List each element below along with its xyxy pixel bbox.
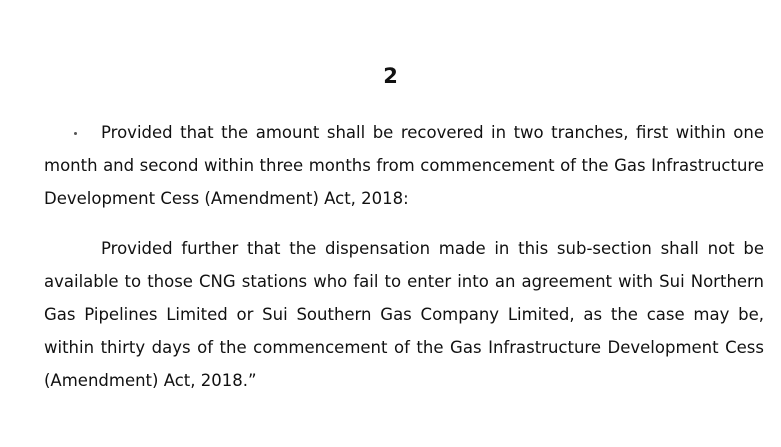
proviso-paragraph-1 xyxy=(44,116,764,215)
proviso-paragraph-1-text: Provided that the amount shall be recovered in two tranches, first within one month and second within three months from commencement of the Gas Infrastructure Development Cess (Amendment) Act, 2018: xyxy=(44,123,764,208)
proviso-paragraph-2 xyxy=(44,232,764,397)
proviso-paragraph-2-text: Provided further that the dispensation made in this sub-section shall not be available to those CNG stations who fail to enter into an agreement with Sui Northern Gas Pipelines Limited or Sui Southern Gas Company Limited, as the case may be, within thirty days of the commencement of the Gas Infrastructure Development Cess (Amendment) Act, 2018.” xyxy=(44,239,764,390)
page-number: 2 xyxy=(383,64,398,88)
